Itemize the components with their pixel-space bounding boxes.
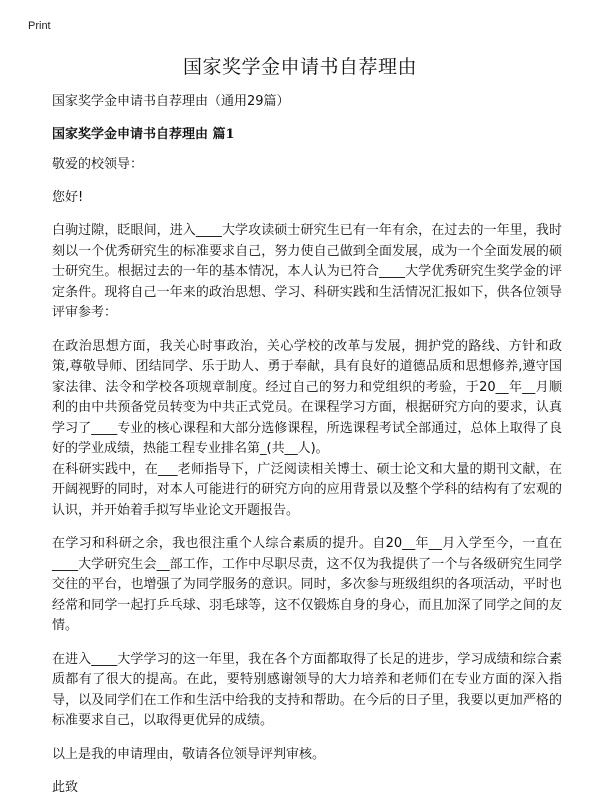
section-title: 国家奖学金申请书自荐理由 篇1 [52, 126, 235, 142]
greeting: 敬爱的校领导： [52, 157, 144, 172]
paragraph-intro: 白驹过隙，眨眼间，进入____大学攻读硕士研究生已有一年有余，在过去的一年里，我时刻以一个优秀研究生的标准要求自己，努力使自己做到全面发展，成为一个全面发展的硕士研究生。根据过去的一年的基本情况，本人认为已符合____大学优秀研究生奖学金的评定条件。现将自己一年来的政治思想、学习、科研实践和生活情况汇报如下，供各位领导评审参考： [52, 223, 562, 320]
document-subtitle: 国家奖学金申请书自荐理由（通用29篇） [52, 94, 290, 109]
salutation: 您好! [52, 189, 84, 205]
paragraph-closing-request: 以上是我的申请理由，敬请各位领导评判审核。 [52, 746, 326, 762]
print-link[interactable]: Print [28, 20, 51, 32]
document-body [52, 92, 562, 812]
paragraph-summary: 在进入____大学学习的这一年里，我在各个方面都取得了长足的进步，学习成绩和综合素质都有了很大的提高。在此，要特别感谢领导的大力培养和老师们在专业方面的深入指导，以及同学们在工作和生活中给我的支持和帮助。在今后的日子里，我要以更加严格的标准要求自己，以取得更优异的成绩。 [52, 651, 562, 728]
paragraph-research: 在科研实践中，在___老师指导下，广泛阅读相关博士、硕士论文和大量的期刊文献，在开阔视野的同时，对本人可能进行的研究方向的应用背景以及整个学科的结构有了宏观的认识，并开始着手拟写毕业论文开题报告。 [52, 461, 562, 518]
paragraph-sign-off: 此致 [52, 780, 79, 795]
paragraph-politics-study: 在政治思想方面，我关心时事政治，关心学校的改革与发展，拥护党的路线、方针和政策,尊敬导师、团结同学、乐于助人、勇于奉献，具有良好的道德品质和思想修养,遵守国家法律、法令和学校各项规章制度。经过自己的努力和党组织的考验，于20__年__月顺利的由中共预备党员转变为中共正式党员。在课程学习方面，根据研究方向的要求，认真学习了____专业的核心课程和大部分选修课程，所选课程考试全部通过，总体上取得了良好的学业成绩，热能工程专业排名第_(共__人)。 [52, 338, 562, 456]
page-title: 国家奖学金申请书自荐理由 [182, 56, 417, 78]
paragraph-activities: 在学习和科研之余，我也很注重个人综合素质的提升。自20__年__月入学至今，一直在____大学研究生会__部工作，工作中尽职尽责，这不仅为我提供了一个与各级研究生同学交往的平台，也增强了为同学服务的意识。同时，多次参与班级组织的各项活动，平时也经常和同学一起打乒乓球、羽毛球等，这不仅锻炼自身的身心，而且加深了同学之间的友情。 [52, 536, 562, 633]
